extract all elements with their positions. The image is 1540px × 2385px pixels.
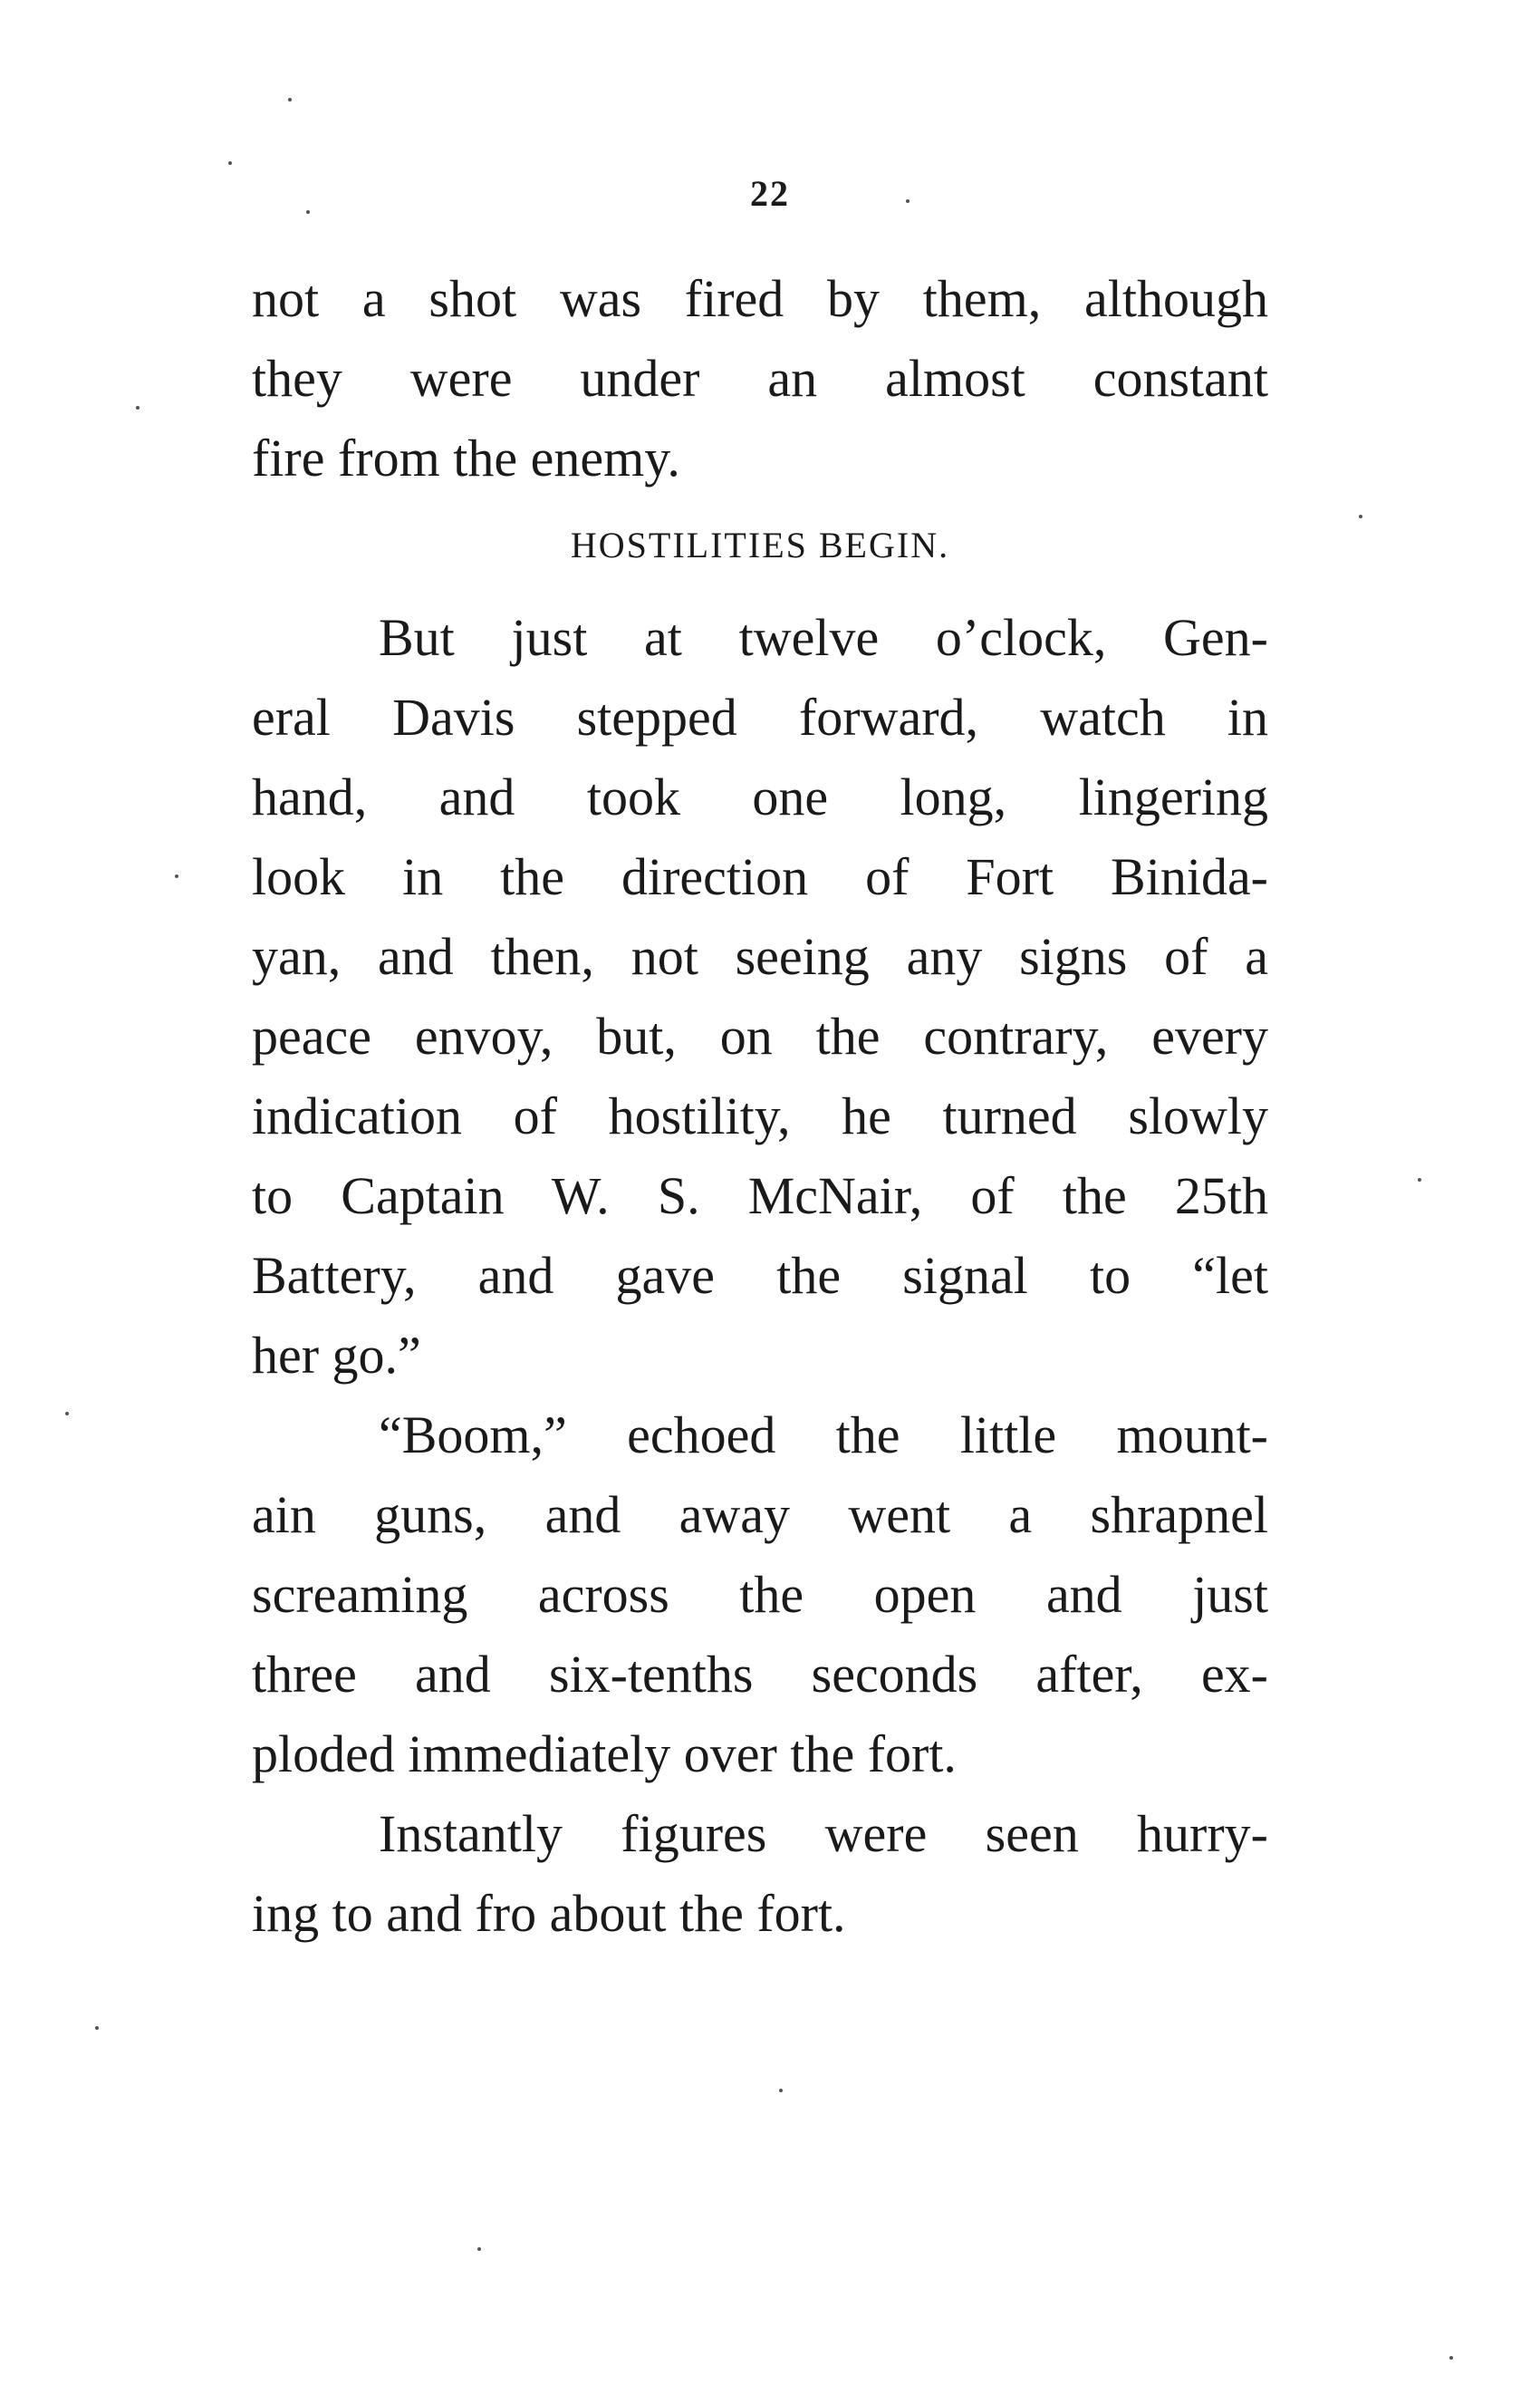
scan-speck: [779, 2089, 783, 2092]
text-line: screaming across the open and just: [252, 1565, 1268, 1624]
scan-speck: [906, 199, 910, 203]
scan-speck: [1418, 1178, 1421, 1182]
text-line: Battery, and gave the signal to “let: [252, 1246, 1268, 1305]
text-line: to Captain W. S. McNair, of the 25th: [252, 1166, 1268, 1225]
text-line: not a shot was fired by them, although: [252, 269, 1268, 328]
body-text: [252, 259, 1268, 1954]
text-line: But just at twelve o’clock, Gen-: [379, 608, 1268, 667]
scan-speck: [228, 161, 232, 165]
text-line: eral Davis stepped forward, watch in: [252, 688, 1268, 747]
scan-speck: [175, 874, 178, 878]
text-line: ain guns, and away went a shrapnel: [252, 1485, 1268, 1544]
text-line: fire from the enemy.: [252, 429, 680, 488]
scan-speck: [95, 2026, 99, 2030]
paragraph-1: [252, 598, 1268, 1395]
text-line: “Boom,” echoed the little mount-: [379, 1405, 1268, 1464]
text-line: ing to and fro about the fort.: [252, 1884, 846, 1943]
scan-speck: [136, 406, 140, 410]
text-line: they were under an almost constant: [252, 349, 1268, 408]
text-line: Instantly figures were seen hurry-: [379, 1804, 1268, 1863]
scan-speck: [306, 210, 310, 214]
text-line: ploded immediately over the fort.: [252, 1724, 957, 1783]
text-line: yan, and then, not seeing any signs of a: [252, 927, 1268, 986]
text-line: peace envoy, but, on the contrary, every: [252, 1007, 1268, 1066]
scan-speck: [1359, 515, 1362, 518]
opening-paragraph: [252, 259, 1268, 498]
scan-speck: [65, 1412, 69, 1415]
paragraph-3: [252, 1794, 1268, 1954]
text-line: indication of hostility, he turned slowly: [252, 1086, 1268, 1145]
paragraph-2: [252, 1395, 1268, 1794]
scan-speck: [1449, 2356, 1453, 2360]
text-line: hand, and took one long, lingering: [252, 768, 1268, 826]
text-line: look in the direction of Fort Binida-: [252, 847, 1268, 906]
page-number: 22: [750, 173, 790, 214]
text-line: her go.”: [252, 1326, 421, 1385]
scan-speck: [477, 2247, 481, 2251]
scan-speck: [288, 98, 292, 101]
text-line: three and six-tenths seconds after, ex-: [252, 1645, 1268, 1704]
section-heading: HOSTILITIES BEGIN.: [570, 525, 950, 565]
